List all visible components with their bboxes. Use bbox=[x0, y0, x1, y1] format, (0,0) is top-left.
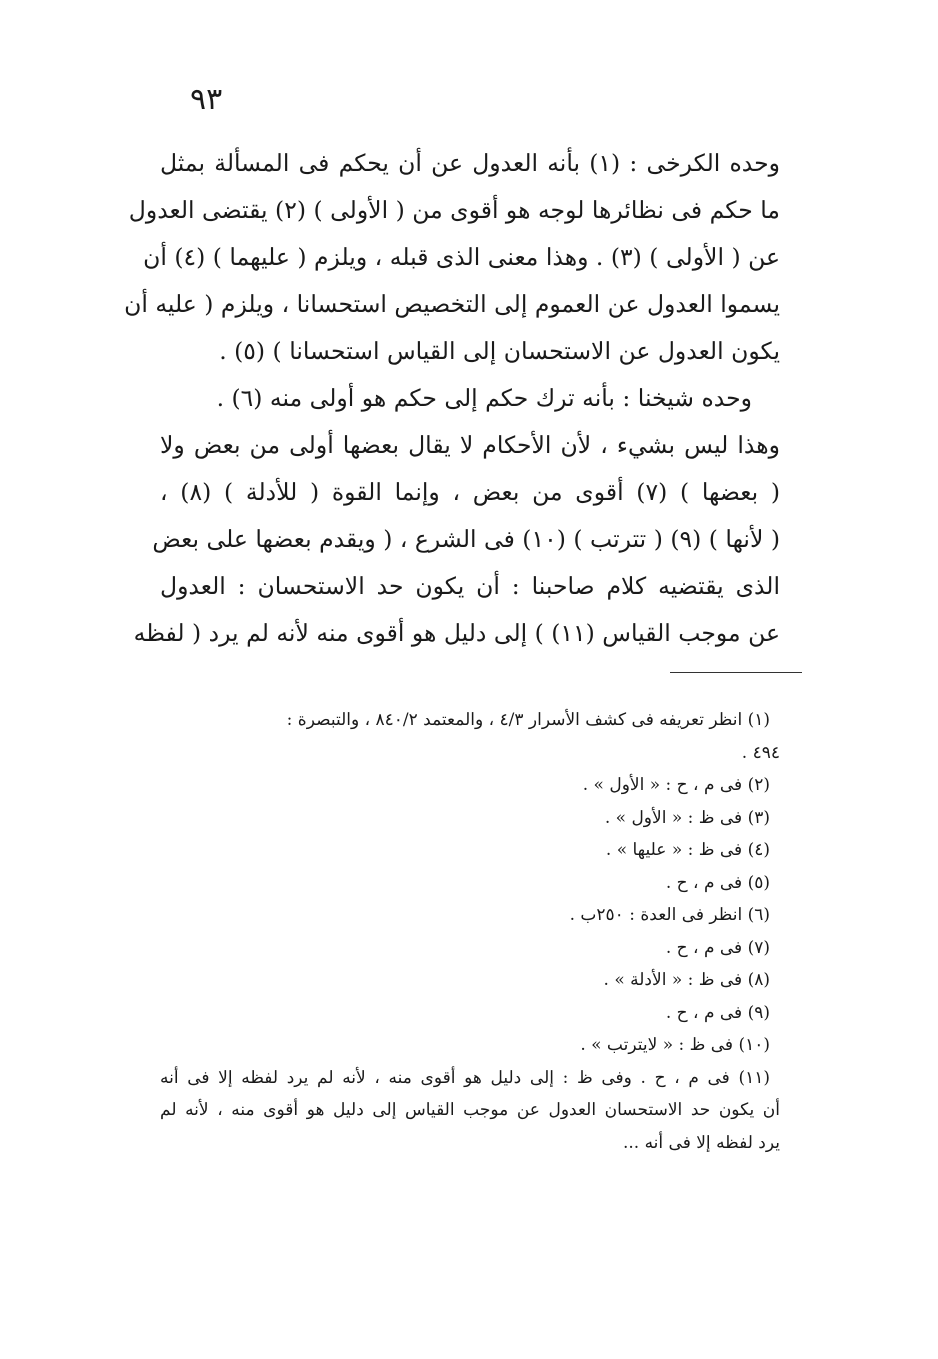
footnote: (٢) فى م ، ح : « الأول » . bbox=[582, 775, 770, 795]
footnote: (٨) فى ظ : « الأدلة » . bbox=[603, 970, 770, 990]
footnote-separator bbox=[670, 672, 802, 673]
text-line: عن ( الأولى ) (٣) . وهذا معنى الذى قبله ، ويلزم ( عليهما ) (٤) أن bbox=[143, 243, 780, 271]
main-text bbox=[124, 140, 781, 657]
footnotes bbox=[160, 704, 780, 1159]
footnote: (٤) فى ظ : « عليها » . bbox=[605, 840, 770, 860]
footnote: (١٠) فى ظ : « لايترتب » . bbox=[580, 1035, 770, 1055]
text-line: وحده شيخنا : بأنه ترك حكم إلى حكم هو أولى منه (٦) . bbox=[216, 384, 752, 412]
footnote-continuation: ٤٩٤ . bbox=[741, 742, 780, 763]
text-line: يكون العدول عن الاستحسان إلى القياس استحسانا ) (٥) . bbox=[219, 337, 780, 365]
footnote: (٣) فى ظ : « الأول » . bbox=[604, 807, 770, 828]
footnote: (٦) انظر فى العدة : ٢٥٠ب . bbox=[569, 905, 770, 925]
text-line: يسموا العدول عن العموم إلى التخصيص استحسانا ، ويلزم ( عليه أن bbox=[124, 290, 780, 318]
footnote-continuation: يرد لفظه إلا فى أنه ... bbox=[622, 1132, 780, 1153]
footnote: (١١) فى م ، ح . وفى ظ : إلى دليل هو أقوى منه ، لأنه لم يرد لفظه إلا فى أنه bbox=[160, 1067, 770, 1088]
text-line: ما حكم فى نظائرها لوجه هو أقوى من ( الأولى ) (٢) يقتضى العدول bbox=[128, 196, 780, 224]
footnote: (١) انظر تعريفه فى كشف الأسرار ٤/٣ ، والمعتمد ٨٤٠/٢ ، والتبصرة : bbox=[286, 710, 770, 730]
text-line: عن موجب القياس (١١) ) إلى دليل هو أقوى منه لأنه لم يرد ( لفظه bbox=[133, 619, 780, 647]
text-line: ( لأنها ) (٩) ( تترتب ) (١٠) فى الشرع ، ( ويقدم بعضها على بعض bbox=[152, 525, 780, 553]
footnote: (٧) فى م ، ح . bbox=[665, 937, 770, 958]
footnote: (٥) فى م ، ح . bbox=[665, 872, 770, 893]
text-line: وهذا ليس بشيء ، لأن الأحكام لا يقال بعضها أولى من بعض ولا bbox=[160, 431, 780, 459]
page-number: ٩٣ bbox=[190, 82, 223, 117]
text-line: وحده الكرخى : (١) بأنه العدول عن أن يحكم فى المسألة بمثل bbox=[160, 149, 781, 177]
footnote-continuation: أن يكون حد الاستحسان العدول عن موجب القياس إلى دليل هو أقوى منه ، لأنه لم bbox=[160, 1100, 780, 1120]
footnote: (٩) فى م ، ح . bbox=[665, 1002, 770, 1023]
text-line: الذى يقتضيه كلام صاحبنا : أن يكون حد الاستحسان : العدول bbox=[160, 572, 780, 600]
text-line: ( بعضها ) (٧) أقوى من بعض ، وإنما القوة ( للأدلة ) (٨) ، bbox=[160, 478, 780, 506]
